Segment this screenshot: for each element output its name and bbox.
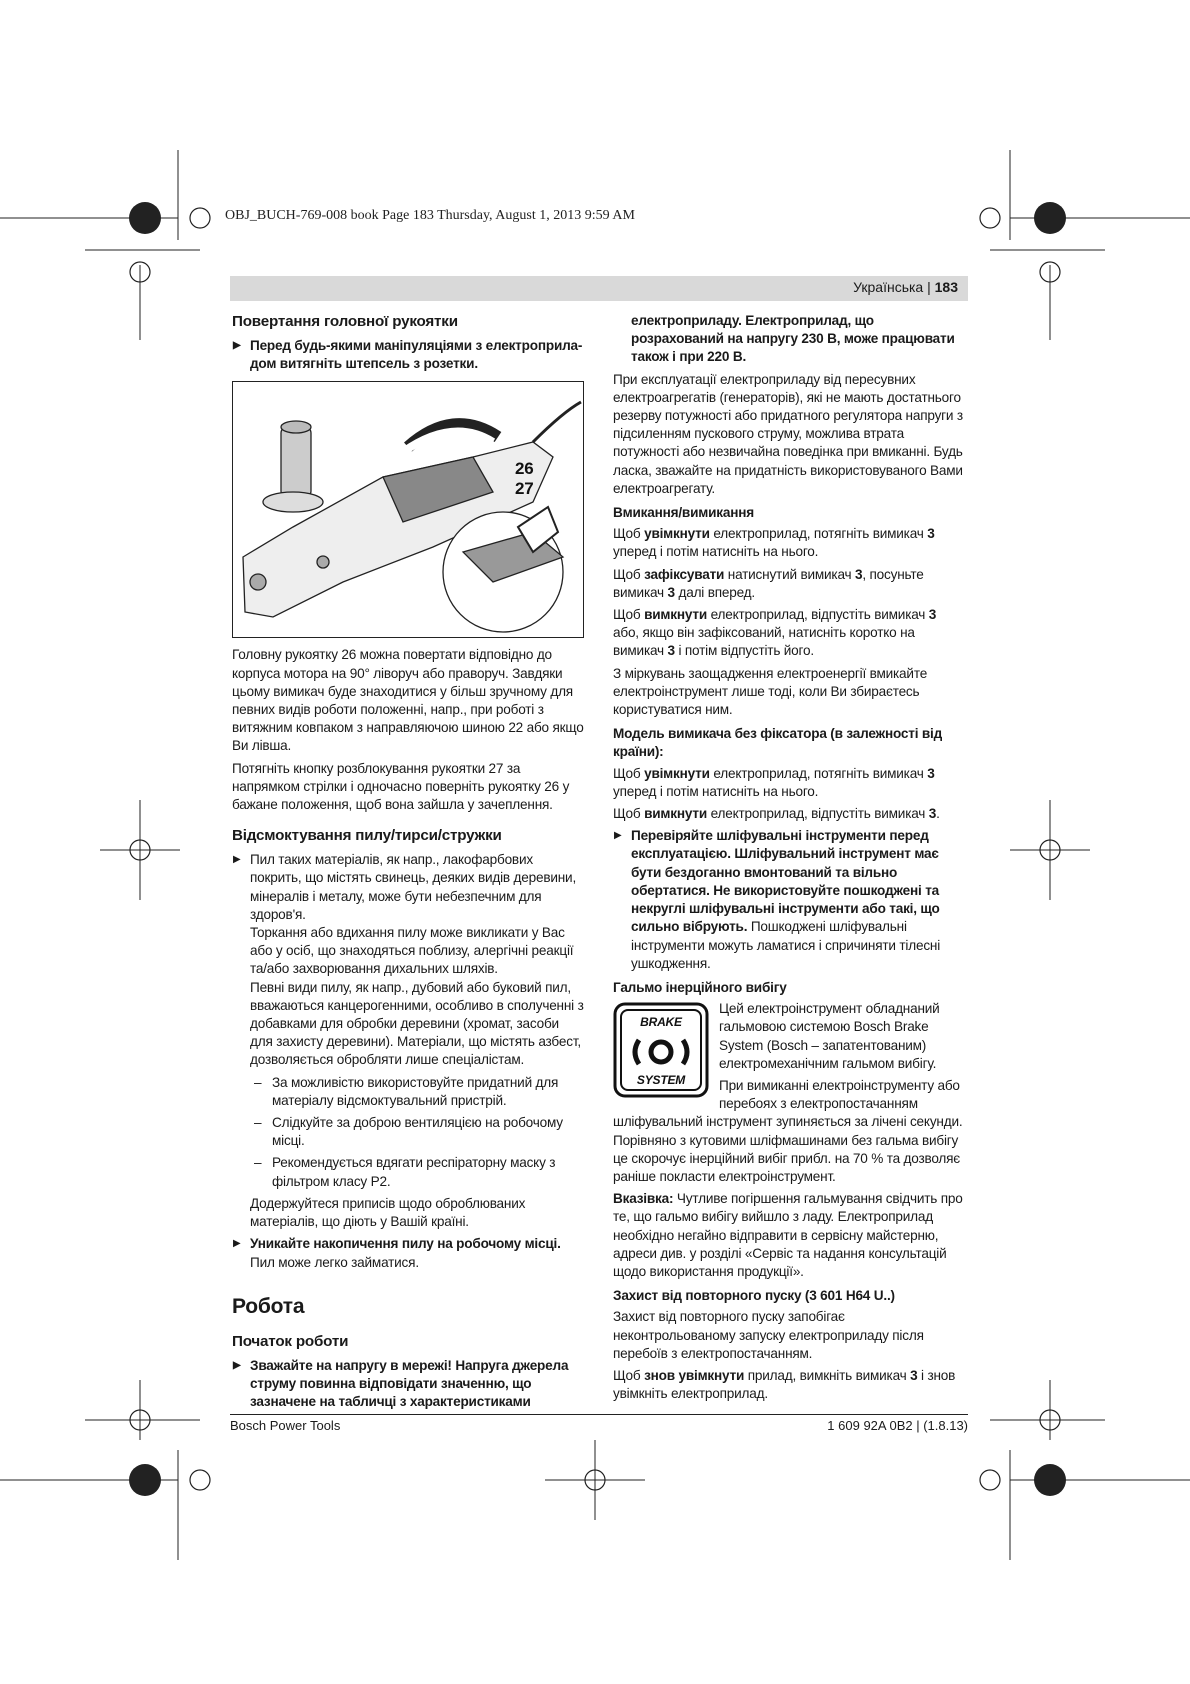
voltage-warning: ▶ Зважайте на напругу в мережі! Напруга джерела струму повинна відповідати значенню, що зазначене на табличці з характеристиками bbox=[232, 1357, 584, 1412]
header-language: Українська bbox=[853, 279, 924, 295]
brake-note: Вказівка: Чутливе погіршення гальмування свідчить про те, що гальмо вибігу вийшло з ладу. Електроприлад необхідно негайно відправити в сервісну майстерню, адреси див. у розділі «Сервіс та надання консультацій щодо використання продукції». bbox=[613, 1191, 963, 1279]
dust-bullet-1-p2: Торкання або вдихання пилу може викликати у Вас або у осіб, що знаходяться поблизу, алергічні реакції та/або захворювання дихальних шляхів. bbox=[250, 925, 574, 977]
label-26: 26 bbox=[515, 459, 534, 479]
page-number: 183 bbox=[934, 279, 958, 295]
dust-dash-2: – Слідкуйте за доброю вентиляцією на робочому місці. bbox=[232, 1114, 584, 1150]
onoff-p2: Щоб зафіксувати натиснутий вимикач 3, посуньте вимикач 3 далі вперед. bbox=[613, 566, 924, 600]
dust-dash-1: – За можливістю використовуйте придатний для матеріалу відсмоктувальний пристрій. bbox=[232, 1074, 584, 1110]
dust-bullet-2: ▶ Уникайте накопичення пилу на робочому місці. Пил може легко займатися. bbox=[232, 1235, 584, 1271]
print-slug: OBJ_BUCH-769-008 book Page 183 Thursday, August 1, 2013 9:59 AM bbox=[225, 208, 635, 223]
grinder-illustration bbox=[233, 382, 583, 637]
voltage-warning-cont: електроприладу. Електроприлад, що розрахований на напругу 230 В, може працювати також і при 220 В. bbox=[631, 313, 955, 365]
right-column bbox=[613, 312, 965, 1407]
dust-bullet-1: ▶ Пил таких матеріалів, як напр., лакофарбових покрить, що містять свинець, деяких видів деревини, мінералів і металу, може бути небезпечним для здоров'я. bbox=[232, 851, 584, 924]
page-footer bbox=[230, 1414, 968, 1433]
label-27: 27 bbox=[515, 479, 534, 499]
restart-p2: Щоб знов увімкнути прилад, вимкніть вимикач 3 і знов увімкніть електроприлад. bbox=[613, 1367, 956, 1402]
brake-p1: Цей електроінструмент обладнаний гальмовою системою Bosch Brake System (Bosch – запатентованим) електромеханічним гальмом вибігу. bbox=[719, 1001, 940, 1071]
page-header: Українська | 183 bbox=[230, 276, 968, 301]
onoff-p3: Щоб вимкнути електроприлад, відпустіть вимикач 3 або, якщо він зафіксований, натисніть коротко на вимикач 3 і потім відпустіть його. bbox=[613, 607, 937, 659]
onoff-p1: Щоб увімкнути електроприлад, потягніть вимикач 3 уперед і потім натисніть на нього. bbox=[613, 526, 935, 560]
section-title-restart: Захист від повторного пуску (3 601 H64 U..) bbox=[613, 1288, 895, 1304]
model-p1: Щоб увімкнути електроприлад, потягніть вимикач 3 уперед і потім натисніть на нього. bbox=[613, 765, 935, 799]
dust-bullet-2-bold: Уникайте накопичення пилу на робочому місці. bbox=[250, 1236, 561, 1252]
brake-system-logo-icon bbox=[613, 1002, 709, 1098]
section-title-brake: Гальмо інерційного вибігу bbox=[613, 979, 787, 995]
generator-paragraph: При експлуатації електроприладу від пересувних електроагрегатів (генераторів), які не мають достатнього резерву потужності або придатного регулятора напруги з підсиленням пускового струму, можлива втрата потужності або незвичайна поведінка при вмиканні. Будь ласка, зважайте на придатність використовуваного Вами електроагрегату. bbox=[613, 371, 963, 496]
section-title-onoff: Вмикання/вимикання bbox=[613, 505, 754, 521]
handle-paragraph-1: Головну рукоятку 26 можна повертати відповідно до корпуса мотора на 90° ліворуч або праворуч. Завдяки цьому вимикач буде знаходитися у більш зручному для певних видів роботи положенні, напр., при роботі з витяжним ковпаком з направляючою шиною 22 або якщо Ви лівша. bbox=[232, 647, 584, 754]
left-column bbox=[232, 312, 584, 1415]
footer-docnum: 1 609 92A 0B2 | (1.8.13) bbox=[827, 1418, 968, 1433]
section-title-handle: Повертання головної рукоятки bbox=[232, 313, 458, 330]
warning-unplug: ▶ Перед будь-якими маніпуляціями з електроприла-дом витягніть штепсель з розетки. bbox=[232, 337, 584, 373]
chapter-title-robota: Робота bbox=[232, 1294, 305, 1318]
section-title-dust: Відсмоктування пилу/тирси/стружки bbox=[232, 827, 502, 845]
handle-paragraph-2: Потягніть кнопку розблокування рукоятки 27 за напрямком стрілки і одночасно поверніть рукоятку 26 у бажане положення, щоб вона зайшла у зачеплення. bbox=[232, 760, 570, 813]
figure-grinder bbox=[232, 381, 584, 638]
dust-regulations: Додержуйтеся приписів щодо оброблюваних матеріалів, що діють у Вашій країні. bbox=[250, 1195, 526, 1230]
footer-brand: Bosch Power Tools bbox=[230, 1418, 341, 1433]
svg-text:BRAKE: BRAKE bbox=[640, 1015, 682, 1030]
restart-p1: Захист від повторного пуску запобігає неконтрольованому запуску електроприладу після перебоїв з електропостачанням. bbox=[613, 1309, 924, 1361]
check-tools-warning: ▶ Перевіряйте шліфувальні інструменти перед експлуатацією. Шліфувальний інструмент має бути бездоганно вмонтований та вільно обертатися. Не використовуйте пошкоджені та некруглі шліфувальні інструменти або такі, що сильно вібрують. Пошкоджені шліфувальні інструменти можуть ламатися і спричиняти тілесні ушкодження. bbox=[613, 827, 965, 973]
dust-dash-3: – Рекомендується вдягати респіраторну маску з фільтром класу Р2. bbox=[232, 1154, 584, 1190]
dust-bullet-1-p3: Певні види пилу, як напр., дубовий або буковий пил, вважаються канцерогенними, особливо в сполученні з добавками для обробки деревини (хромат, засоби для захисту деревини). Матеріали, що містять азбест, дозволяється обробляти лише спеціалістам. bbox=[250, 979, 584, 1068]
section-title-model: Модель вимикача без фіксатора (в залежності від країни): bbox=[613, 726, 943, 760]
onoff-p4: З міркувань заощадження електроенергії вмикайте електроінструмент лише тоді, коли Ви збираєтесь користуватися ним. bbox=[613, 665, 928, 718]
svg-text:SYSTEM: SYSTEM bbox=[636, 1073, 686, 1088]
brake-p2: При вимиканні електроінструменту або перебоях з електропостачанням шліфувальний інструмент зупиняється за лічені секунди. Порівняно з кутовими шліфмашинами без гальма вибігу це скорочує інерційний вибіг прибл. на 70 % та дозволяє раніше покласти електроінструмент. bbox=[613, 1077, 963, 1184]
model-p2: Щоб вимкнути електроприлад, відпустіть вимикач 3. bbox=[613, 806, 940, 822]
section-title-start: Початок роботи bbox=[232, 1332, 349, 1350]
